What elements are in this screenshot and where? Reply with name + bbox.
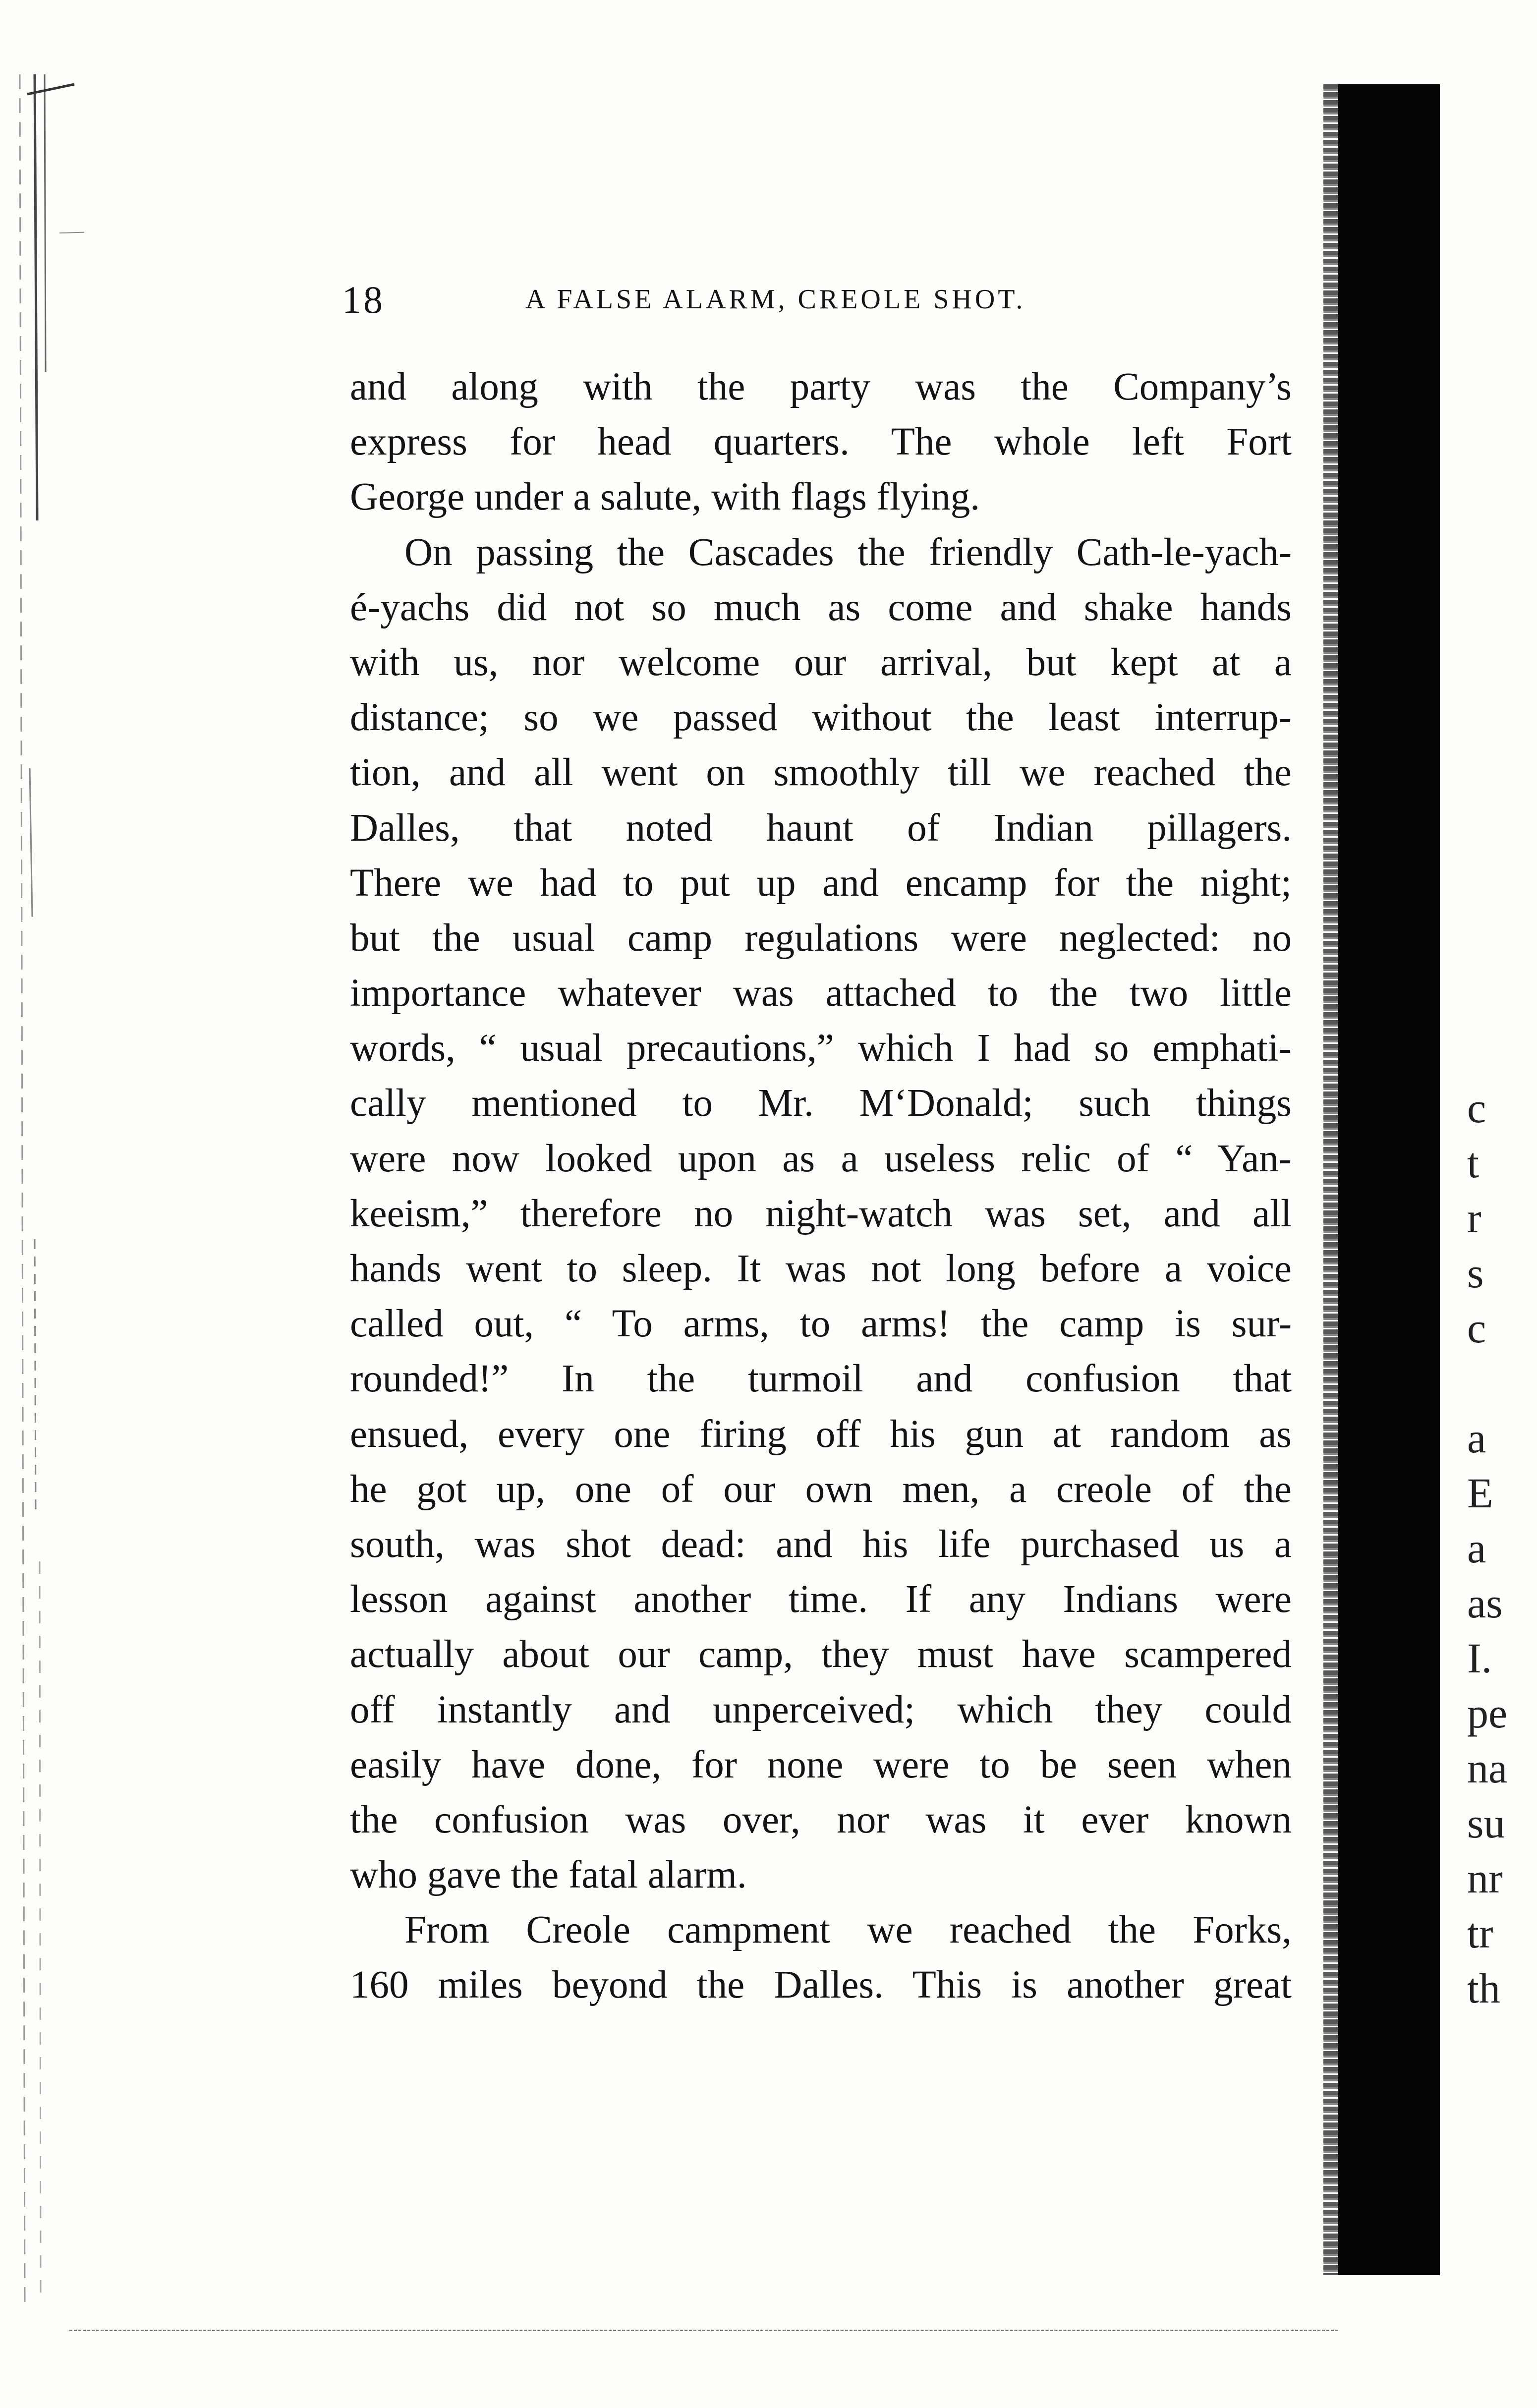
- text-line: express for head quarters. The whole left Fort: [350, 420, 1292, 464]
- facing-page-fragment: I.: [1467, 1634, 1492, 1682]
- facing-page-fragment: th: [1467, 1964, 1500, 2012]
- text-line: were now looked upon as a useless relic of “ Yan-: [350, 1137, 1292, 1180]
- text-line: easily have done, for none were to be seen when: [350, 1743, 1292, 1786]
- text-line: 160 miles beyond the Dalles. This is another great: [350, 1963, 1292, 2007]
- text-line: who gave the fatal alarm.: [350, 1853, 747, 1897]
- text-line: From Creole campment we reached the Forks,: [404, 1908, 1292, 1952]
- text-line: Dalles, that noted haunt of Indian pillagers.: [350, 806, 1292, 850]
- facing-page-fragment: na: [1467, 1744, 1508, 1792]
- facing-page-fragment: t: [1467, 1139, 1479, 1187]
- facing-page-fragment: su: [1467, 1799, 1505, 1847]
- text-line: and along with the party was the Company’s: [350, 365, 1292, 408]
- facing-page-fragment: r: [1467, 1194, 1481, 1242]
- page-header: [342, 278, 1309, 332]
- text-line: south, was shot dead: and his life purchased us a: [350, 1522, 1292, 1566]
- facing-page-fragment: as: [1467, 1579, 1503, 1627]
- page-number: 18: [342, 278, 385, 321]
- text-line: he got up, one of our own men, a creole of the: [350, 1467, 1292, 1511]
- text-line: actually about our camp, they must have scampered: [350, 1633, 1292, 1676]
- text-line: words, “ usual precautions,” which I had so emphati-: [350, 1027, 1292, 1070]
- running-head: A FALSE ALARM, CREOLE SHOT.: [525, 284, 1026, 315]
- facing-page-fragment: a: [1467, 1524, 1486, 1572]
- bottom-edge-rule: [69, 2330, 1338, 2331]
- text-line: On passing the Cascades the friendly Cath-le-yach-: [404, 530, 1292, 574]
- facing-page-fragment: a: [1467, 1414, 1486, 1462]
- text-line: é-yachs did not so much as come and shake hands: [350, 585, 1292, 629]
- page-edge-dark-strip: [1338, 84, 1440, 2275]
- facing-page-fragment: s: [1467, 1249, 1484, 1297]
- text-line: distance; so we passed without the least interrup-: [350, 696, 1292, 740]
- text-line: rounded!” In the turmoil and confusion that: [350, 1357, 1292, 1401]
- binding-edge-marks: [10, 74, 84, 2330]
- facing-page-fragment: [1467, 1356, 1537, 1411]
- facing-page-fragment: pe: [1467, 1689, 1508, 1737]
- facing-page-fragment: tr: [1467, 1909, 1493, 1957]
- facing-page-fragment: c: [1467, 1084, 1486, 1132]
- text-line: off instantly and unperceived; which they could: [350, 1688, 1292, 1731]
- text-line: the confusion was over, nor was it ever known: [350, 1798, 1292, 1841]
- text-line: hands went to sleep. It was not long before a voice: [350, 1247, 1292, 1290]
- text-line: lesson against another time. If any Indians were: [350, 1578, 1292, 1621]
- body-text: [350, 359, 1292, 2013]
- text-line: There we had to put up and encamp for the night;: [350, 861, 1292, 905]
- text-line: importance whatever was attached to the two little: [350, 972, 1292, 1015]
- text-line: tion, and all went on smoothly till we reached the: [350, 751, 1292, 795]
- facing-page-fragment: nr: [1467, 1854, 1503, 1902]
- facing-page-fragment: E: [1467, 1469, 1493, 1517]
- text-line: keeism,” therefore no night-watch was set, and all: [350, 1192, 1292, 1235]
- facing-page-fragment: c: [1467, 1304, 1486, 1352]
- text-line: called out, “ To arms, to arms! the camp is sur-: [350, 1302, 1292, 1346]
- text-line: with us, nor welcome our arrival, but kept at a: [350, 640, 1292, 684]
- text-line: but the usual camp regulations were neglected: no: [350, 916, 1292, 960]
- text-line: George under a salute, with flags flying.: [350, 475, 980, 519]
- text-line: cally mentioned to Mr. M‘Donald; such things: [350, 1082, 1292, 1125]
- text-line: ensued, every one firing off his gun at random as: [350, 1412, 1292, 1456]
- facing-page-fragments: [1467, 1081, 1537, 2016]
